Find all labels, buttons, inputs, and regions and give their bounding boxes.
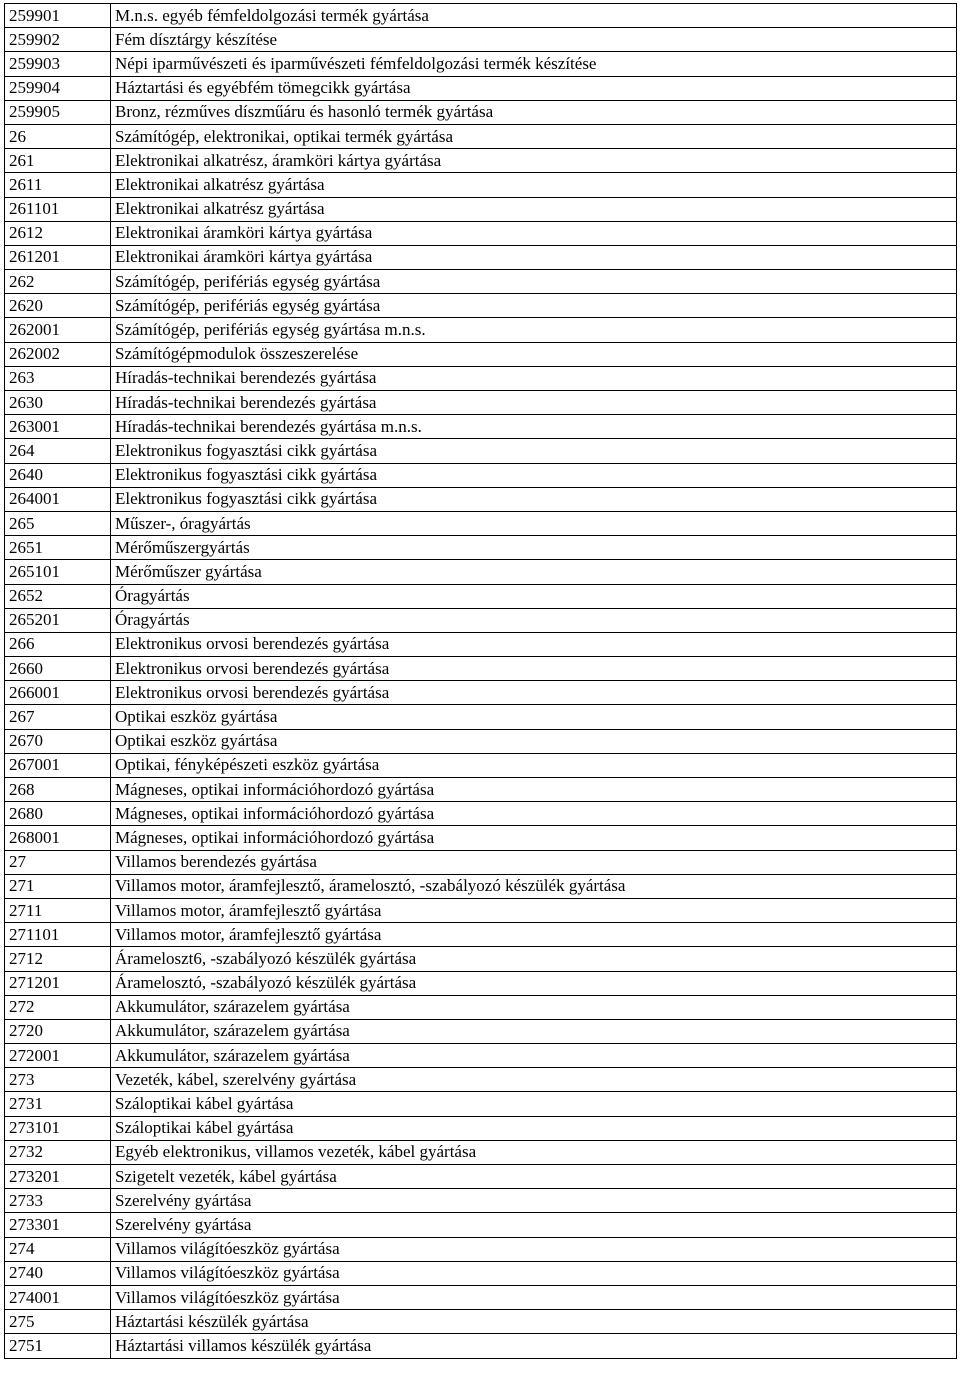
activity-description-cell: Mérőműszergyártás — [111, 536, 957, 560]
activity-description-cell: Száloptikai kábel gyártása — [111, 1116, 957, 1140]
table-row — [5, 1285, 957, 1309]
activity-code-cell: 2731 — [5, 1092, 111, 1116]
table-row — [5, 28, 957, 52]
activity-description-cell: Villamos világítóeszköz gyártása — [111, 1285, 957, 1309]
activity-description-cell: Szerelvény gyártása — [111, 1213, 957, 1237]
table-row — [5, 1165, 957, 1189]
activity-description-cell: Elektronikus fogyasztási cikk gyártása — [111, 487, 957, 511]
table-row — [5, 874, 957, 898]
activity-description-cell: Elektronikai alkatrész, áramköri kártya gyártása — [111, 149, 957, 173]
activity-code-cell: 2720 — [5, 1019, 111, 1043]
activity-description-cell: Számítógépmodulok összeszerelése — [111, 342, 957, 366]
table-row — [5, 947, 957, 971]
table-row — [5, 729, 957, 753]
activity-code-cell: 2680 — [5, 802, 111, 826]
activity-description-cell: Mágneses, optikai információhordozó gyártása — [111, 778, 957, 802]
activity-description-cell: Híradás-technikai berendezés gyártása m.n.s. — [111, 415, 957, 439]
table-row — [5, 1019, 957, 1043]
activity-description-cell: Áramelosztó, -szabályozó készülék gyártása — [111, 971, 957, 995]
activity-code-table — [4, 3, 957, 1359]
table-row — [5, 898, 957, 922]
activity-description-cell: Számítógép, elektronikai, optikai termék gyártása — [111, 124, 957, 148]
activity-description-cell: Villamos világítóeszköz gyártása — [111, 1237, 957, 1261]
activity-description-cell: Híradás-technikai berendezés gyártása — [111, 366, 957, 390]
activity-code-cell: 2670 — [5, 729, 111, 753]
table-row — [5, 657, 957, 681]
table-row — [5, 439, 957, 463]
activity-code-cell: 274 — [5, 1237, 111, 1261]
table-row — [5, 802, 957, 826]
activity-code-cell: 271 — [5, 874, 111, 898]
activity-description-cell: Számítógép, perifériás egység gyártása — [111, 270, 957, 294]
table-row — [5, 1068, 957, 1092]
activity-code-cell: 268001 — [5, 826, 111, 850]
activity-code-cell: 2740 — [5, 1261, 111, 1285]
table-row — [5, 318, 957, 342]
activity-description-cell: Villamos motor, áramfejlesztő, áramelosztó, -szabályozó készülék gyártása — [111, 874, 957, 898]
activity-code-cell: 261101 — [5, 197, 111, 221]
table-row — [5, 1189, 957, 1213]
table-row — [5, 1044, 957, 1068]
activity-code-cell: 262 — [5, 270, 111, 294]
activity-description-cell: Számítógép, perifériás egység gyártása m.n.s. — [111, 318, 957, 342]
table-row — [5, 1334, 957, 1358]
activity-code-cell: 2651 — [5, 536, 111, 560]
activity-description-cell: Háztartási készülék gyártása — [111, 1310, 957, 1334]
activity-code-cell: 259904 — [5, 76, 111, 100]
activity-description-cell: Akkumulátor, szárazelem gyártása — [111, 1044, 957, 1068]
activity-description-cell: Bronz, rézműves díszműáru és hasonló termék gyártása — [111, 100, 957, 124]
table-row — [5, 753, 957, 777]
table-row — [5, 52, 957, 76]
activity-description-cell: Elektronikai áramköri kártya gyártása — [111, 245, 957, 269]
activity-code-cell: 265201 — [5, 608, 111, 632]
activity-code-cell: 2733 — [5, 1189, 111, 1213]
activity-description-cell: Elektronikus orvosi berendezés gyártása — [111, 657, 957, 681]
table-row — [5, 923, 957, 947]
activity-code-cell: 272 — [5, 995, 111, 1019]
table-row — [5, 366, 957, 390]
activity-description-cell: Háztartási és egyébfém tömegcikk gyártása — [111, 76, 957, 100]
activity-code-cell: 27 — [5, 850, 111, 874]
activity-code-cell: 264001 — [5, 487, 111, 511]
activity-code-cell: 273 — [5, 1068, 111, 1092]
table-row — [5, 971, 957, 995]
activity-description-cell: Vezeték, kábel, szerelvény gyártása — [111, 1068, 957, 1092]
activity-description-cell: Népi iparművészeti és iparművészeti fémfeldolgozási termék készítése — [111, 52, 957, 76]
activity-code-cell: 265 — [5, 511, 111, 535]
activity-code-cell: 2612 — [5, 221, 111, 245]
activity-description-cell: Elektronikai alkatrész gyártása — [111, 197, 957, 221]
activity-code-cell: 2652 — [5, 584, 111, 608]
activity-description-cell: Villamos világítóeszköz gyártása — [111, 1261, 957, 1285]
activity-code-cell: 267001 — [5, 753, 111, 777]
activity-description-cell: Optikai eszköz gyártása — [111, 729, 957, 753]
activity-description-cell: Árameloszt6, -szabályozó készülék gyártása — [111, 947, 957, 971]
activity-description-cell: Háztartási villamos készülék gyártása — [111, 1334, 957, 1358]
activity-description-cell: Elektronikus orvosi berendezés gyártása — [111, 632, 957, 656]
activity-description-cell: Elektronikai alkatrész gyártása — [111, 173, 957, 197]
table-row — [5, 245, 957, 269]
activity-description-cell: Egyéb elektronikus, villamos vezeték, kábel gyártása — [111, 1140, 957, 1164]
activity-code-cell: 267 — [5, 705, 111, 729]
activity-code-cell: 265101 — [5, 560, 111, 584]
activity-description-cell: Villamos motor, áramfejlesztő gyártása — [111, 898, 957, 922]
activity-code-cell: 274001 — [5, 1285, 111, 1309]
activity-code-cell: 259902 — [5, 28, 111, 52]
activity-code-cell: 259903 — [5, 52, 111, 76]
activity-description-cell: Óragyártás — [111, 608, 957, 632]
activity-code-cell: 273201 — [5, 1165, 111, 1189]
table-row — [5, 850, 957, 874]
table-row — [5, 1310, 957, 1334]
activity-code-cell: 275 — [5, 1310, 111, 1334]
activity-description-cell: Elektronikus fogyasztási cikk gyártása — [111, 439, 957, 463]
activity-code-cell: 2620 — [5, 294, 111, 318]
activity-code-cell: 2712 — [5, 947, 111, 971]
activity-code-cell: 2711 — [5, 898, 111, 922]
activity-code-cell: 2751 — [5, 1334, 111, 1358]
table-row — [5, 511, 957, 535]
table-row — [5, 294, 957, 318]
activity-code-cell: 262001 — [5, 318, 111, 342]
table-row — [5, 415, 957, 439]
table-row — [5, 76, 957, 100]
table-body — [5, 4, 957, 1359]
table-row — [5, 995, 957, 1019]
activity-code-cell: 266001 — [5, 681, 111, 705]
table-row — [5, 487, 957, 511]
activity-code-cell: 2611 — [5, 173, 111, 197]
activity-description-cell: Számítógép, perifériás egység gyártása — [111, 294, 957, 318]
activity-description-cell: Mágneses, optikai információhordozó gyártása — [111, 802, 957, 826]
table-row — [5, 1261, 957, 1285]
activity-code-cell: 26 — [5, 124, 111, 148]
table-row — [5, 1092, 957, 1116]
activity-description-cell: Villamos berendezés gyártása — [111, 850, 957, 874]
table-row — [5, 197, 957, 221]
activity-description-cell: Villamos motor, áramfejlesztő gyártása — [111, 923, 957, 947]
activity-code-cell: 268 — [5, 778, 111, 802]
activity-code-cell: 264 — [5, 439, 111, 463]
table-row — [5, 221, 957, 245]
activity-description-cell: Szerelvény gyártása — [111, 1189, 957, 1213]
activity-code-cell: 263 — [5, 366, 111, 390]
activity-code-cell: 273101 — [5, 1116, 111, 1140]
table-row — [5, 826, 957, 850]
table-row — [5, 173, 957, 197]
activity-description-cell: Műszer-, óragyártás — [111, 511, 957, 535]
table-row — [5, 1237, 957, 1261]
table-row — [5, 342, 957, 366]
activity-description-cell: Elektronikus fogyasztási cikk gyártása — [111, 463, 957, 487]
table-row — [5, 705, 957, 729]
table-row — [5, 778, 957, 802]
activity-code-cell: 266 — [5, 632, 111, 656]
activity-code-cell: 2732 — [5, 1140, 111, 1164]
activity-description-cell: Akkumulátor, szárazelem gyártása — [111, 1019, 957, 1043]
activity-code-cell: 262002 — [5, 342, 111, 366]
activity-code-cell: 2640 — [5, 463, 111, 487]
activity-description-cell: Óragyártás — [111, 584, 957, 608]
table-row — [5, 560, 957, 584]
activity-code-cell: 259905 — [5, 100, 111, 124]
activity-code-cell: 271101 — [5, 923, 111, 947]
activity-description-cell: Elektronikai áramköri kártya gyártása — [111, 221, 957, 245]
table-row — [5, 1140, 957, 1164]
table-row — [5, 100, 957, 124]
activity-code-cell: 261201 — [5, 245, 111, 269]
activity-description-cell: Optikai eszköz gyártása — [111, 705, 957, 729]
table-row — [5, 1116, 957, 1140]
activity-code-cell: 272001 — [5, 1044, 111, 1068]
table-row — [5, 584, 957, 608]
activity-description-cell: Fém dísztárgy készítése — [111, 28, 957, 52]
activity-description-cell: Elektronikus orvosi berendezés gyártása — [111, 681, 957, 705]
activity-description-cell: Híradás-technikai berendezés gyártása — [111, 391, 957, 415]
activity-code-cell: 263001 — [5, 415, 111, 439]
activity-description-cell: Száloptikai kábel gyártása — [111, 1092, 957, 1116]
document-page — [4, 3, 956, 1359]
table-row — [5, 632, 957, 656]
activity-description-cell: Mágneses, optikai információhordozó gyártása — [111, 826, 957, 850]
table-row — [5, 463, 957, 487]
table-row — [5, 270, 957, 294]
table-row — [5, 1213, 957, 1237]
activity-description-cell: Szigetelt vezeték, kábel gyártása — [111, 1165, 957, 1189]
activity-code-cell: 271201 — [5, 971, 111, 995]
activity-description-cell: Optikai, fényképészeti eszköz gyártása — [111, 753, 957, 777]
activity-description-cell: M.n.s. egyéb fémfeldolgozási termék gyártása — [111, 4, 957, 28]
table-row — [5, 536, 957, 560]
activity-code-cell: 2630 — [5, 391, 111, 415]
activity-code-cell: 261 — [5, 149, 111, 173]
activity-code-cell: 2660 — [5, 657, 111, 681]
activity-description-cell: Mérőműszer gyártása — [111, 560, 957, 584]
table-row — [5, 608, 957, 632]
activity-code-cell: 273301 — [5, 1213, 111, 1237]
activity-code-cell: 259901 — [5, 4, 111, 28]
table-row — [5, 4, 957, 28]
table-row — [5, 124, 957, 148]
table-row — [5, 681, 957, 705]
table-row — [5, 149, 957, 173]
activity-description-cell: Akkumulátor, szárazelem gyártása — [111, 995, 957, 1019]
table-row — [5, 391, 957, 415]
